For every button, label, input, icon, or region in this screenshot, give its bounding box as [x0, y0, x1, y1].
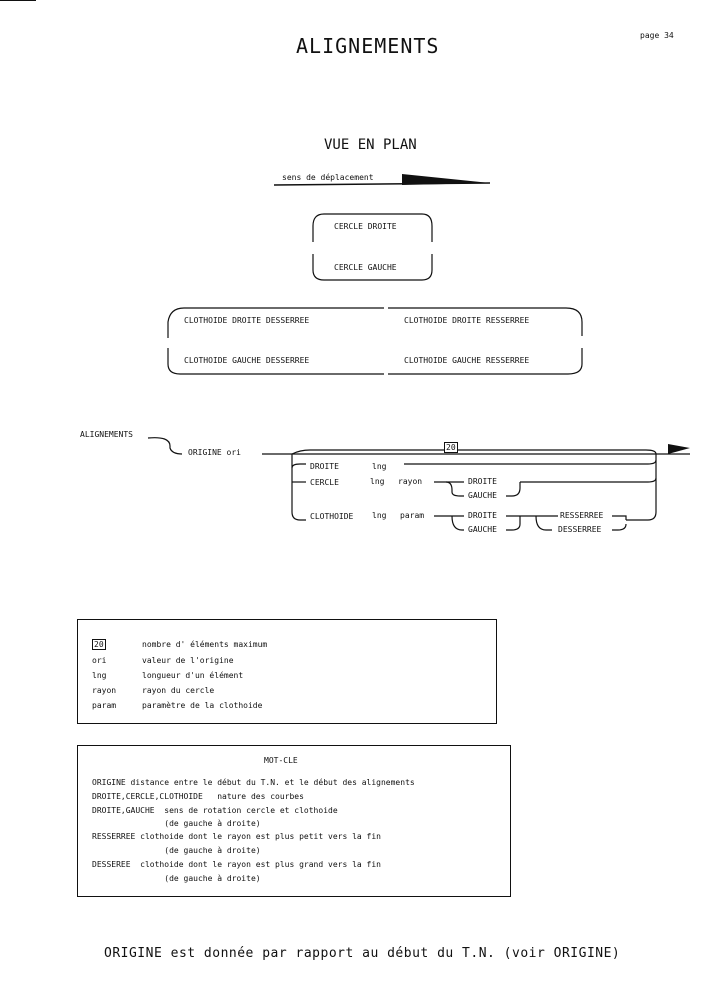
syntax-cercle-droite: DROITE — [468, 477, 497, 486]
syntax-repeat-max: 20 — [446, 443, 456, 452]
legend-key: param — [92, 701, 117, 710]
legend-key: rayon — [92, 686, 117, 695]
legend-row — [92, 656, 234, 665]
corner-mark — [0, 0, 36, 1]
clothoid-left-tightening-label: CLOTHOIDE GAUCHE RESSERREE — [404, 356, 530, 365]
legend-text: valeur de l'origine — [142, 656, 234, 665]
motcle-line: (de gauche à droite) — [92, 874, 261, 883]
motcle-line: DROITE,CERCLE,CLOTHOIDE nature des courbes — [92, 792, 304, 801]
legend-box — [77, 619, 497, 724]
syntax-clothoide-droite: DROITE — [468, 511, 497, 520]
footer-note: ORIGINE est donnée par rapport au début du T.N. (voir ORIGINE) — [104, 946, 621, 961]
page-title: ALIGNEMENTS — [296, 34, 440, 58]
clothoid-right-tightening-label: CLOTHOIDE DROITE RESSERREE — [404, 316, 530, 325]
legend-text: nombre d' éléments maximum — [142, 640, 268, 649]
legend-row — [92, 686, 214, 695]
clothoid-left-loosening-label: CLOTHOIDE GAUCHE DESSERREE — [184, 356, 310, 365]
motcle-heading: MOT-CLE — [264, 756, 298, 765]
page-number: page 34 — [640, 31, 674, 40]
motcle-line: ORIGINE distance entre le début du T.N. et le début des alignements — [92, 778, 415, 787]
syntax-droite-lng: lng — [372, 462, 387, 471]
syntax-clothoide-lng: lng — [372, 511, 387, 520]
legend-text: rayon du cercle — [142, 686, 215, 695]
syntax-origin: ORIGINE ori — [188, 448, 241, 457]
legend-row — [92, 671, 243, 680]
motcle-line: RESSERREE clothoide dont le rayon est plus petit vers la fin — [92, 832, 381, 841]
motcle-box — [77, 745, 511, 897]
syntax-droite: DROITE — [310, 462, 339, 471]
circle-right-label: CERCLE DROITE — [334, 222, 397, 231]
syntax-cercle-gauche: GAUCHE — [468, 491, 497, 500]
circle-left-label: CERCLE GAUCHE — [334, 263, 397, 272]
plan-heading: VUE EN PLAN — [324, 137, 417, 153]
legend-row — [92, 640, 267, 649]
motcle-line: DESSEREE clothoide dont le rayon est plus grand vers la fin — [92, 860, 381, 869]
motcle-line: (de gauche à droite) — [92, 846, 261, 855]
direction-arrow — [272, 172, 494, 188]
syntax-clothoide: CLOTHOIDE — [310, 512, 354, 521]
syntax-clothoide-param: param — [400, 511, 425, 520]
direction-label: sens de déplacement — [282, 173, 374, 182]
legend-key: ori — [92, 656, 107, 665]
syntax-clothoide-gauche: GAUCHE — [468, 525, 497, 534]
motcle-line: (de gauche à droite) — [92, 819, 261, 828]
legend-key: 20 — [94, 640, 104, 649]
syntax-root: ALIGNEMENTS — [80, 430, 133, 439]
legend-key: lng — [92, 671, 107, 680]
motcle-line: DROITE,GAUCHE sens de rotation cercle et clothoide — [92, 806, 338, 815]
legend-text: longueur d'un élément — [142, 671, 244, 680]
legend-text: paramètre de la clothoide — [142, 701, 263, 710]
syntax-cercle-rayon: rayon — [398, 477, 423, 486]
legend-row — [92, 701, 262, 710]
syntax-cercle-lng: lng — [370, 477, 385, 486]
syntax-resserree: RESSERREE — [560, 511, 604, 520]
syntax-desserree: DESSERREE — [558, 525, 602, 534]
syntax-cercle: CERCLE — [310, 478, 339, 487]
clothoid-right-loosening-label: CLOTHOIDE DROITE DESSERREE — [184, 316, 310, 325]
